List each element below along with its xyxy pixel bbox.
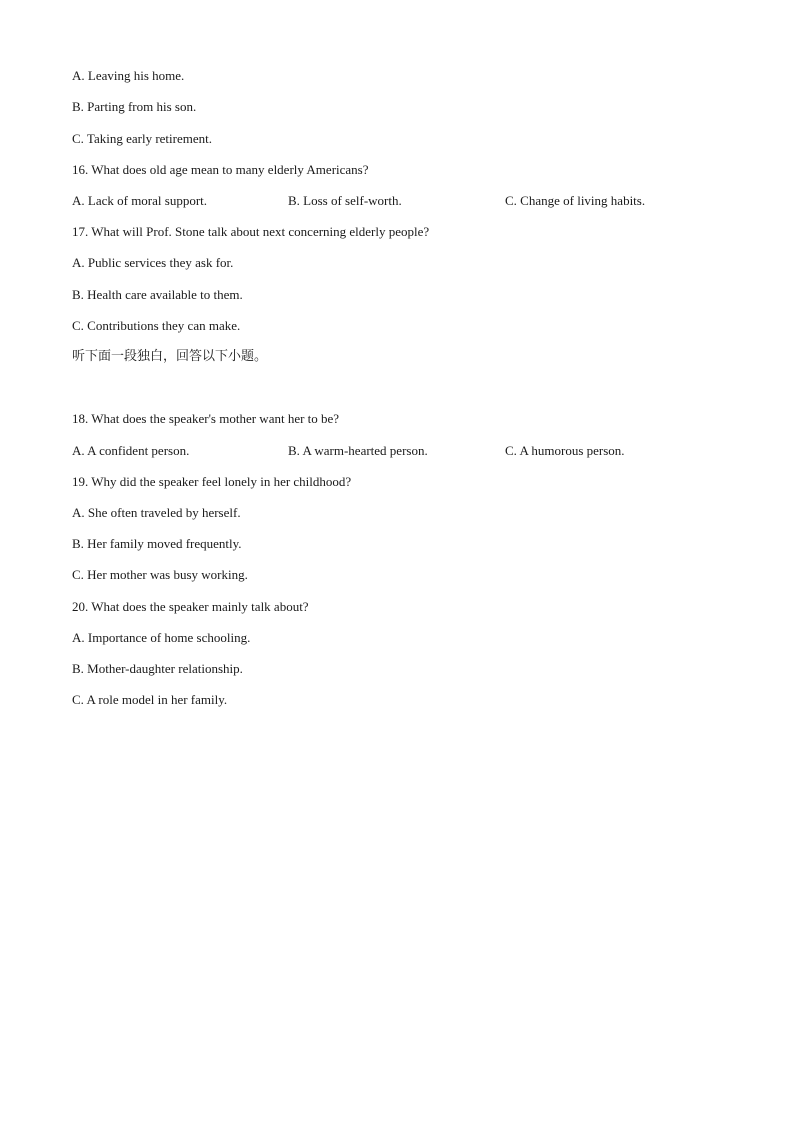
q15-option-a: A. Leaving his home. [72, 68, 185, 83]
q16-option-c: C. Change of living habits. [505, 193, 646, 208]
q16-question: 16. What does old age mean to many elderly Americans? [72, 162, 369, 177]
q18-option-a: A. A confident person. [72, 443, 190, 458]
q19-question: 19. Why did the speaker feel lonely in her childhood? [72, 474, 352, 489]
q16-option-b: B. Loss of self-worth. [288, 193, 402, 208]
q20-option-b: B. Mother-daughter relationship. [72, 661, 243, 676]
section-instruction: 听下面一段独白，回答以下小题。 [72, 349, 268, 364]
q18-option-c: C. A humorous person. [505, 443, 625, 458]
q16-option-a: A. Lack of moral support. [72, 193, 208, 208]
q20-option-c: C. A role model in her family. [72, 692, 228, 707]
q20-option-a: A. Importance of home schooling. [72, 630, 251, 645]
q17-option-a: A. Public services they ask for. [72, 255, 234, 270]
q17-question: 17. What will Prof. Stone talk about next concerning elderly people? [72, 224, 430, 239]
q19-option-b: B. Her family moved frequently. [72, 536, 242, 551]
q17-option-c: C. Contributions they can make. [72, 318, 241, 333]
q19-option-a: A. She often traveled by herself. [72, 505, 241, 520]
q18-option-b: B. A warm-hearted person. [288, 443, 428, 458]
q18-question: 18. What does the speaker's mother want her to be? [72, 411, 340, 426]
q20-question: 20. What does the speaker mainly talk about? [72, 599, 309, 614]
q15-option-c: C. Taking early retirement. [72, 131, 212, 146]
q19-option-c: C. Her mother was busy working. [72, 567, 248, 582]
q15-option-b: B. Parting from his son. [72, 99, 197, 114]
q17-option-b: B. Health care available to them. [72, 287, 243, 302]
